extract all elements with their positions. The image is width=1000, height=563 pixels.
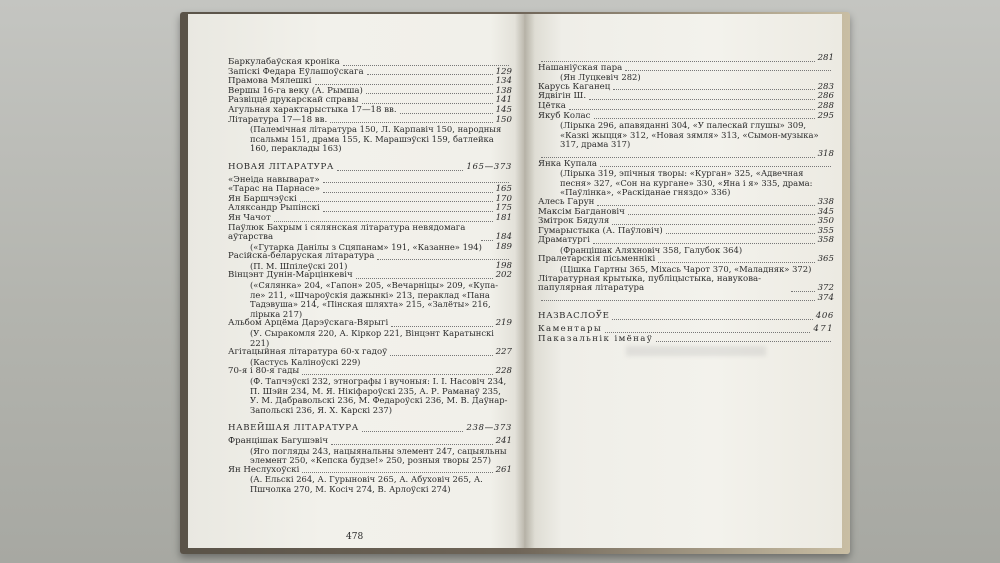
leader-dots bbox=[274, 220, 493, 222]
toc-entry bbox=[538, 294, 834, 304]
toc-entry-title: Агітацыйная літаратура 60-х гадоў bbox=[228, 347, 388, 358]
toc-entry-title: Аляксандр Рыпінскі bbox=[228, 203, 320, 214]
toc-sub-text: (Лірыка 319, эпічныя творы: «Курган» 325, «Адвечная песня» 327, «Сон на кургане» 330, «Яна і я» 335, драма: «Паўлінка», «Раскіданае гняздо» 336) bbox=[560, 168, 813, 198]
leader-dots bbox=[625, 69, 831, 71]
toc-entry-title: Прамова Мялешкі bbox=[228, 76, 312, 87]
toc-entry-title: Агульная характарыстыка 17—18 вв. bbox=[228, 104, 397, 115]
leader-dots bbox=[597, 204, 814, 206]
toc-entry bbox=[538, 275, 834, 294]
leader-dots bbox=[541, 60, 815, 62]
toc-page-number: 189 bbox=[495, 241, 512, 252]
leader-dots bbox=[658, 261, 814, 263]
leader-dots bbox=[300, 200, 493, 202]
toc-sub-text: (Кастусь Каліноўскі 229) bbox=[250, 356, 361, 367]
right-table-of-contents bbox=[538, 54, 834, 344]
leader-dots bbox=[791, 290, 815, 292]
leader-dots bbox=[366, 92, 493, 94]
toc-page-number: 283 bbox=[817, 81, 834, 92]
leader-dots bbox=[612, 223, 814, 225]
toc-section-heading bbox=[538, 312, 834, 322]
toc-section-heading bbox=[228, 424, 512, 434]
leader-dots bbox=[656, 340, 831, 342]
toc-page-number: 145 bbox=[495, 104, 512, 115]
toc-page-number: 338 bbox=[817, 196, 834, 207]
toc-page-number: 198 bbox=[495, 260, 512, 271]
toc-entry-title: Цётка bbox=[538, 100, 566, 111]
toc-sub-entry bbox=[538, 169, 834, 198]
toc-entry-title: Ян Баршчэўскі bbox=[228, 193, 297, 204]
toc-sub-text: (Палемічная літаратура 150, Л. Карпавіч 150, народныя псальмы 151, драма 155, К. Марашэўскі 159, батлейка 160, пераклады 163) bbox=[250, 124, 502, 154]
toc-entry-title: Паўлюк Бахрым і сялянская літаратура невядомага аўтарства bbox=[228, 222, 466, 243]
toc-sub-text: (Цішка Гартны 365, Міхась Чарот 370, «Маладняк» 372) bbox=[560, 264, 812, 275]
toc-page-number: 358 bbox=[817, 235, 834, 246]
leader-dots bbox=[323, 191, 493, 193]
toc-page-number: 318 bbox=[817, 148, 834, 159]
toc-sub-entry bbox=[228, 447, 512, 466]
toc-entry-title: НАВЕЙШАЯ ЛІТАРАТУРА bbox=[228, 423, 359, 434]
toc-sub-text: (Ф. Тапчэўскі 232, этнографы і вучоныя: І. І. Насовіч 234, П. Шэйн 234, М. Я. Нікіфароўскі 235, А. Р. Раманаў 235, У. М. Дабравольскі 236, М. Федароўскі 236, М. В. Даўнар-Запольскі 236, Я. Х. Карскі 237) bbox=[250, 376, 508, 415]
toc-sub-entry bbox=[538, 121, 834, 150]
toc-entry-title: Развіццё друкарскай справы bbox=[228, 95, 359, 106]
toc-entry-title: Літаратура 17—18 вв. bbox=[228, 114, 328, 125]
toc-page-number: 281 bbox=[817, 53, 834, 63]
book-gutter bbox=[515, 14, 535, 548]
toc-page-number: 219 bbox=[495, 318, 512, 329]
toc-entry-title: Запіскі Федара Еўлашоўскага bbox=[228, 66, 364, 77]
leader-dots bbox=[302, 373, 492, 375]
toc-page-number: 202 bbox=[495, 270, 512, 281]
leader-dots bbox=[377, 258, 509, 260]
leader-dots bbox=[362, 102, 493, 104]
leader-dots bbox=[356, 277, 493, 279]
toc-page-number: 134 bbox=[495, 76, 512, 87]
toc-entry-title: НОВАЯ ЛІТАРАТУРА bbox=[228, 161, 334, 172]
toc-sub-text: (П. М. Шпілеўскі 201) bbox=[250, 260, 348, 271]
toc-entry-title: Каментары bbox=[538, 324, 603, 335]
toc-entry-title: Пралетарскія пісьменнікі bbox=[538, 254, 656, 265]
toc-entry-title: Францішак Багушэвіч bbox=[228, 435, 329, 446]
leader-dots bbox=[612, 318, 812, 320]
toc-page-number: 350 bbox=[817, 216, 834, 227]
toc-entry-title: Алесь Гарун bbox=[538, 196, 595, 207]
toc-page-number: 175 bbox=[495, 203, 512, 214]
toc-entry-title: Ян Неслухоўскі bbox=[228, 464, 300, 475]
toc-page-number: 141 bbox=[495, 95, 512, 106]
toc-entry-title: Вінцэнт Дунін-Марцінкевіч bbox=[228, 270, 353, 281]
toc-sub-text: (Лірыка 296, апавяданні 304, «У палескай глушы» 309, «Казкі жыцця» 312, «Новая зямля» 313, «Сымон-музыка» 317, драма 317) bbox=[560, 120, 819, 150]
toc-sub-text: (У. Сыракомля 220, А. Кіркор 221, Вінцэнт Каратынскі 221) bbox=[250, 328, 494, 348]
toc-entry-title: Максім Багдановіч bbox=[538, 206, 625, 217]
toc-page-number: 372 bbox=[817, 283, 834, 294]
toc-page-number: 170 bbox=[495, 193, 512, 204]
toc-section-heading bbox=[228, 163, 512, 173]
toc-page-number: 165 bbox=[495, 184, 512, 195]
leader-dots bbox=[391, 325, 492, 327]
leader-dots bbox=[343, 64, 509, 66]
toc-entry-title: Янка Купала bbox=[538, 158, 598, 169]
toc-entry-title: «Энеіда навыварат» bbox=[228, 174, 320, 185]
toc-sub-text: («Сялянка» 204, «Гапон» 205, «Вечарніцы» 209, «Купа-ле» 211, «Шчароўскія дажынкі» 213, пераклад «Пана Тадэвуша» 214, «Пінская шляхта» 215, «Залёты» 216, лірыка 217) bbox=[250, 280, 499, 319]
toc-sub-entry bbox=[228, 125, 512, 154]
toc-entry-title: Нашаніўская пара bbox=[538, 62, 623, 73]
leader-dots bbox=[605, 331, 810, 333]
toc-entry-title: Гумарыстыка (А. Паўловіч) bbox=[538, 225, 663, 236]
leader-dots bbox=[628, 213, 815, 215]
leader-dots bbox=[593, 242, 815, 244]
toc-sub-entry bbox=[228, 329, 512, 348]
leader-dots bbox=[302, 471, 492, 473]
toc-entry-title: Літаратурная крытыка, публіцыстыка, навукова-папулярная літаратура bbox=[538, 273, 762, 294]
toc-entry bbox=[228, 224, 512, 243]
toc-page-number: 365 bbox=[817, 254, 834, 265]
toc-entry-title: «Тарас на Парнасе» bbox=[228, 184, 320, 195]
toc-entry-title: Драматургі bbox=[538, 235, 590, 246]
toc-entry-title: Паказальнік імёнаў bbox=[538, 333, 654, 344]
toc-sub-text: (Францішак Аляхновіч 358, Галубок 364) bbox=[560, 244, 743, 255]
toc-sub-entry bbox=[228, 377, 512, 415]
leader-dots bbox=[337, 169, 463, 171]
leader-dots bbox=[323, 210, 493, 212]
toc-sub-text: (А. Ельскі 264, А. Гурыновіч 265, А. Абуховіч 265, А. Пшчолка 270, М. Косіч 274, В. Арлоўскі 274) bbox=[250, 474, 483, 494]
toc-page-number: 261 bbox=[495, 464, 512, 475]
leader-dots bbox=[390, 354, 492, 356]
toc-page-number: 184 bbox=[495, 232, 512, 243]
toc-entry-title: Якуб Колас bbox=[538, 110, 591, 121]
toc-page-number: 241 bbox=[495, 435, 512, 446]
toc-entry-title: Вершы 16-га веку (А. Рымша) bbox=[228, 85, 363, 96]
faded-stamp bbox=[626, 346, 766, 356]
toc-page-number: 295 bbox=[817, 110, 834, 121]
left-page bbox=[188, 14, 524, 548]
toc-page-number: 471 bbox=[813, 324, 834, 335]
toc-page-number: 181 bbox=[495, 212, 512, 223]
toc-entry-title: Ядвігін Ш. bbox=[538, 91, 587, 102]
left-table-of-contents bbox=[228, 58, 512, 495]
leader-dots bbox=[613, 88, 814, 90]
leader-dots bbox=[400, 112, 493, 114]
toc-page-number: 228 bbox=[495, 366, 512, 377]
leader-dots bbox=[323, 181, 509, 183]
leader-dots bbox=[330, 121, 492, 123]
toc-page-number: 227 bbox=[495, 347, 512, 358]
leader-dots bbox=[315, 83, 493, 85]
leader-dots bbox=[600, 165, 831, 167]
leader-dots bbox=[569, 108, 815, 110]
toc-entry bbox=[538, 92, 834, 102]
toc-entry-title: НАЗВАСЛОЎЕ bbox=[538, 311, 610, 322]
toc-page-number: 374 bbox=[817, 292, 834, 303]
leader-dots bbox=[594, 117, 815, 119]
toc-entry-title: Карусь Каганец bbox=[538, 81, 611, 92]
toc-page-number: 238—373 bbox=[466, 423, 512, 434]
leader-dots bbox=[541, 156, 815, 158]
toc-page-number: 286 bbox=[817, 91, 834, 102]
toc-page-number: 406 bbox=[815, 311, 834, 322]
toc-entry-title: Расійска-беларуская літаратура bbox=[228, 251, 375, 262]
toc-entry-title: Ян Чачот bbox=[228, 212, 271, 223]
toc-entry-title: Альбом Арцёма Дарэўскага-Вярыгі bbox=[228, 318, 389, 329]
leader-dots bbox=[666, 232, 815, 234]
leader-dots bbox=[331, 443, 493, 445]
toc-entry-title: 70-я і 80-я гады bbox=[228, 366, 300, 377]
page-number: 478 bbox=[346, 532, 364, 542]
toc-page-number: 138 bbox=[495, 85, 512, 96]
toc-entry-title: Баркулабаўская кроніка bbox=[228, 57, 340, 67]
leader-dots bbox=[541, 299, 815, 301]
toc-sub-text: (Яго погляды 243, нацыянальны элемент 247, сацыяльны элемент 250, «Кепска будзе!» 250, розныя творы 257) bbox=[250, 445, 507, 466]
toc-page-number: 345 bbox=[817, 206, 834, 217]
toc-sub-text: («Гутарка Данілы з Сцяпанам» 191, «Казанне» 194) bbox=[250, 241, 482, 252]
toc-page-number: 150 bbox=[495, 114, 512, 125]
toc-page-number: 288 bbox=[817, 100, 834, 111]
toc-page-number: 165—373 bbox=[466, 161, 512, 172]
toc-entry bbox=[538, 335, 834, 345]
toc-sub-entry bbox=[228, 475, 512, 494]
leader-dots bbox=[362, 430, 464, 432]
toc-entry-title: Змітрок Бядуля bbox=[538, 216, 610, 227]
leader-dots bbox=[481, 239, 493, 241]
toc-page-number: 355 bbox=[817, 225, 834, 236]
toc-sub-entry bbox=[228, 281, 512, 319]
leader-dots bbox=[589, 98, 815, 100]
toc-page-number: 129 bbox=[495, 66, 512, 77]
leader-dots bbox=[367, 73, 493, 75]
toc-sub-text: (Ян Луцкевіч 282) bbox=[560, 72, 641, 83]
right-page bbox=[524, 14, 842, 548]
